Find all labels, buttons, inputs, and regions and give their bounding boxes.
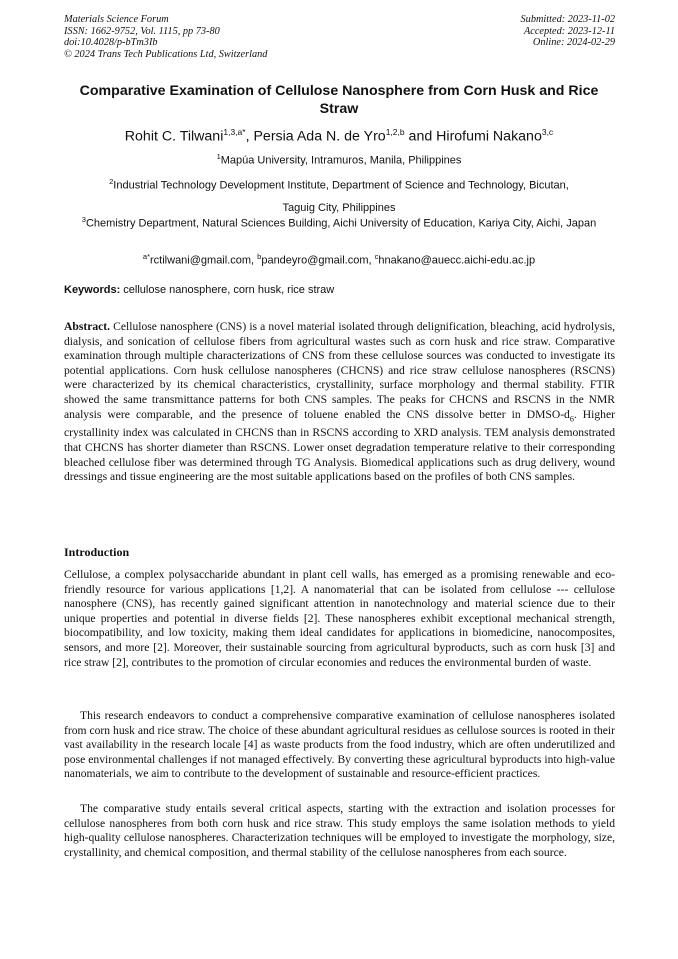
abstract [64, 320, 615, 485]
email-mark: b [257, 252, 262, 261]
paper-title: Comparative Examination of Cellulose Nanosphere from Corn Husk and Rice Straw [79, 83, 599, 117]
journal-name: Materials Science Forum [64, 14, 169, 25]
author-emails [60, 250, 618, 268]
email-link[interactable]: rctilwani@gmail.com, [150, 254, 258, 267]
abstract-text: Cellulose nanosphere (CNS) is a novel material isolated through delignification, bleaching, acid hydrolysis, dialysis, and sonication of cellulose fibers from agricultural wastes such as corn husk and rice straw. Comparative examination through multiple characterizations of CNS from these cellulose sources was conducted to investigate its potential applications. Corn husk cellulose nanospheres (CHCNS) and rice straw cellulose nanospheres (RSCNS) were characterized by its chemical characteristics, crystallinity, surface morphology and thermal stability. FTIR showed the same transmittance patterns for both CNS samples. The peaks for CHCNS and RSCNS in the NMR analysis were comparable, and the presence of toluene enabled the CNS dissolve better in DMSO-d [64, 320, 615, 421]
keywords-label: Keywords: [64, 284, 121, 296]
intro-paragraph-2: This research endeavors to conduct a comprehensive comparative examination of cellulose nanospheres isolated from corn husk and rice straw. The choice of these abundant agricultural residues as cellulose sources is rooted in their vast availability in the research locale [4] as waste products from the food industry, which are often underutilized and pose environmental challenges if not managed effectively. By converting these agricultural byproducts into high-value nanomaterials, we aim to contribute to the development of sustainable and resource-efficient practices. [64, 709, 615, 781]
author-name: Hirofumi Nakano [436, 128, 542, 145]
affiliation-text: Chemistry Department, Natural Sciences Building, Aichi University of Education, Kariya City, Aichi, Japan [85, 217, 597, 230]
author-affiliation-mark: 1,3,a* [223, 127, 246, 137]
affiliation-line: Taguig City, Philippines [282, 201, 396, 214]
author-affiliation-mark: 3,c [541, 127, 554, 137]
intro-paragraph-1: Cellulose, a complex polysaccharide abundant in plant cell walls, has emerged as a promising renewable and eco-friendly resource for various applications [1,2]. A nanomaterial that can be isolated from cellulose --- cellulose nanosphere (CNS), has recently gained significant attention in nanotechnology and material science due to their unique properties and potential in diverse fields [2]. These nanospheres exhibit exceptional mechanical strength, biocompatibility, and low toxicity, making them ideal candidates for applications in biomedicine, nanocomposites, sensors, and more [2]. Moreover, their sustainable sourcing from agricultural byproducts, such as corn husk [3] and rice straw [2], contributes to the promotion of circular economies and reduces the environmental burden of waste. [64, 568, 615, 669]
accepted-date: Accepted: 2023-12-11 [523, 25, 615, 37]
introduction-heading: Introduction [64, 545, 130, 559]
online-date: Online: 2024-02-29 [532, 37, 615, 49]
affiliation-line [60, 171, 618, 197]
journal-header [64, 14, 267, 60]
journal-issn: ISSN: 1662-9752, Vol. 1115, pp 73-80 [64, 25, 220, 37]
email-link[interactable]: pandeyro@gmail.com, [261, 254, 375, 267]
affiliation-text: Industrial Technology Development Institute, Department of Science and Technology, Bicutan, [113, 179, 569, 192]
affiliation-1 [60, 150, 618, 168]
journal-doi: doi:10.4028/p-bTm3Ib [64, 37, 158, 49]
author-separator: , [245, 128, 254, 145]
affiliation-mark: 2 [109, 177, 114, 186]
submission-dates [521, 14, 615, 49]
email-link[interactable]: hnakano@auecc.aichi-edu.ac.jp [378, 254, 536, 267]
abstract-label: Abstract. [64, 320, 111, 333]
author-name: Persia Ada N. de Yro [253, 128, 386, 145]
author-list [40, 122, 638, 147]
email-mark: c [374, 252, 379, 261]
keywords [64, 284, 624, 296]
affiliation-text: Mapúa University, Intramuros, Manila, Philippines [220, 154, 462, 167]
keywords-text: cellulose nanosphere, corn husk, rice straw [120, 284, 335, 296]
affiliation-mark: 1 [216, 152, 221, 161]
email-mark: a* [142, 252, 151, 261]
submitted-date: Submitted: 2023-11-02 [520, 14, 615, 25]
affiliation-3 [60, 213, 618, 231]
author-affiliation-mark: 1,2,b [385, 127, 405, 137]
journal-copyright: © 2024 Trans Tech Publications Ltd, Switzerland [64, 48, 268, 60]
author-separator: and [404, 128, 437, 145]
abstract-text-cont: . Higher crystallinity index was calculated in CHCNS than in RSCNS according to XRD analysis. TEM analysis demonstrated that CHCNS has shorter diameter than RSCNS. Lower onset degradation temperature relative to their corresponding bleached cellulose fiber was determined through TG Analysis. Biomedical applications such as drug delivery, wound dressings and tissue engineering are the most suitable applications based on the profiles of both CNS samples. [64, 407, 615, 484]
author-name: Rohit C. Tilwani [124, 128, 224, 145]
affiliation-mark: 3 [81, 215, 86, 224]
intro-paragraph-3: The comparative study entails several critical aspects, starting with the extraction and isolation processes for cellulose nanospheres from both corn husk and rice straw. This study employs the same isolation methods to yield high-quality cellulose nanospheres. Characterization techniques will be employed to investigate the morphology, size, crystallinity, and chemical composition, and thermal stability of the cellulose nanospheres from each source. [64, 802, 615, 859]
affiliation-2 [60, 171, 618, 219]
abstract-subscript: 6 [569, 413, 574, 423]
